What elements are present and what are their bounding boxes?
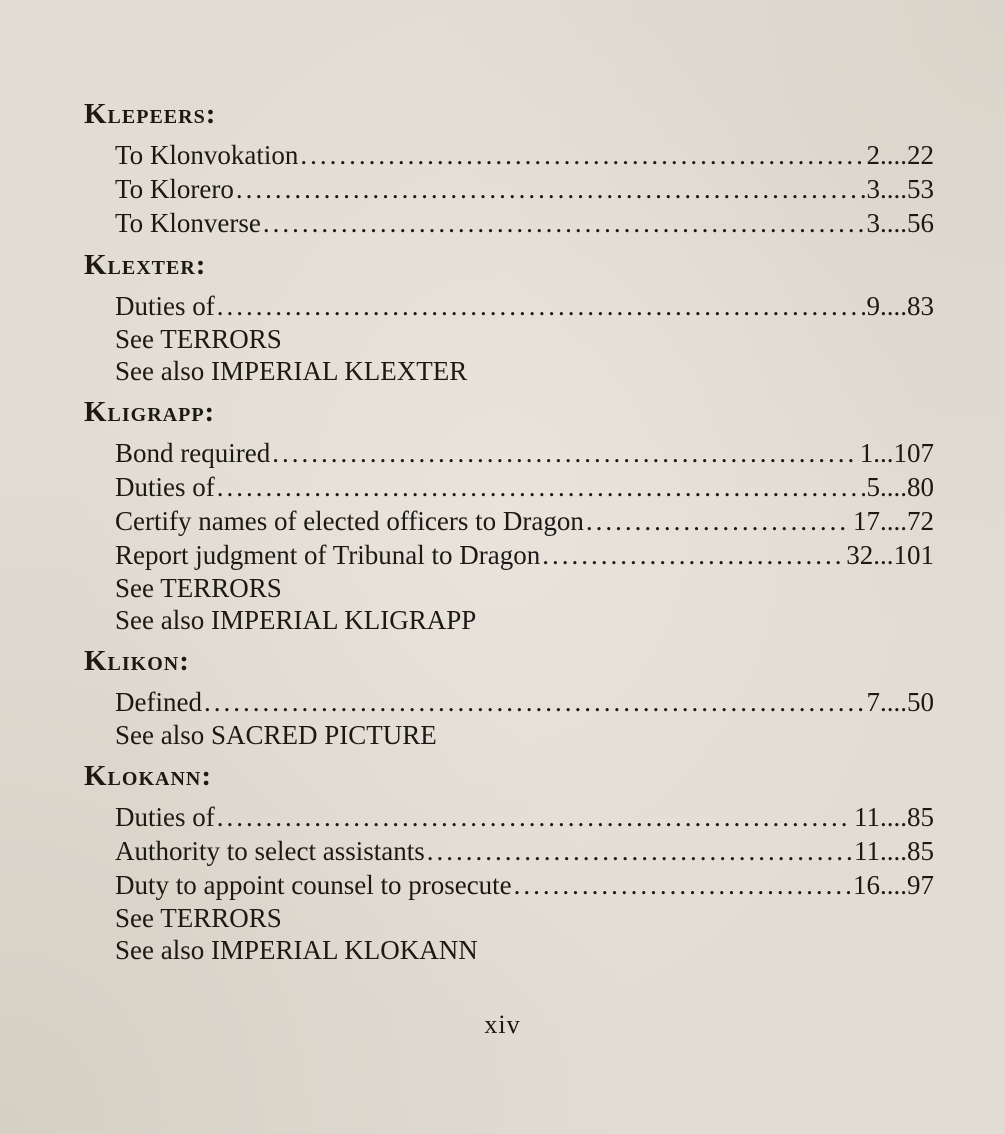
entry-reference: 1...107 xyxy=(859,438,934,468)
index-entry xyxy=(115,538,934,572)
see-reference: See TERRORS xyxy=(115,573,282,603)
dot-leader xyxy=(586,504,851,538)
entry-reference: 11....85 xyxy=(854,802,934,832)
index-entry xyxy=(115,289,934,323)
dot-leader xyxy=(217,470,865,504)
dot-leader xyxy=(272,436,858,470)
entry-label: Duties of xyxy=(115,472,215,502)
index-section-klexter xyxy=(84,247,934,387)
index-section-klepeers xyxy=(84,96,934,240)
index-entry xyxy=(115,470,934,504)
see-reference: See TERRORS xyxy=(115,903,282,933)
index-entry xyxy=(115,436,934,470)
section-heading: Klepeers: xyxy=(84,98,217,130)
index-section-klikon xyxy=(84,643,934,751)
entry-reference: 7....50 xyxy=(866,687,934,717)
index-section-klokann xyxy=(84,758,934,966)
index-entry xyxy=(115,868,934,902)
dot-leader xyxy=(427,834,852,868)
section-heading: Klokann: xyxy=(84,760,212,792)
index-entry xyxy=(115,800,934,834)
section-heading: Klexter: xyxy=(84,249,207,281)
entry-label: Bond required xyxy=(115,438,271,468)
entry-label: Duties of xyxy=(115,291,215,321)
index-entry xyxy=(115,206,934,240)
index-entry xyxy=(115,504,934,538)
page-number: xiv xyxy=(484,1010,521,1039)
entry-list xyxy=(115,138,934,240)
index-entry xyxy=(115,172,934,206)
dot-leader xyxy=(263,206,865,240)
entry-label: To Klonverse xyxy=(115,208,261,238)
entry-reference: 5....80 xyxy=(866,472,934,502)
entry-reference: 17....72 xyxy=(853,506,934,536)
entry-reference: 11....85 xyxy=(854,836,934,866)
section-heading: Kligrapp: xyxy=(84,396,216,428)
entry-label: Defined xyxy=(115,687,202,717)
entry-reference: 16....97 xyxy=(853,870,934,900)
entry-list xyxy=(115,436,934,636)
entry-list xyxy=(115,685,934,751)
index-entry xyxy=(115,138,934,172)
see-reference: See TERRORS xyxy=(115,324,282,354)
dot-leader xyxy=(204,685,865,719)
entry-label: Authority to select assistants xyxy=(115,836,425,866)
dot-leader xyxy=(542,538,844,572)
entry-label: Duties of xyxy=(115,802,215,832)
entry-reference: 3....56 xyxy=(866,208,934,238)
dot-leader xyxy=(217,289,865,323)
see-also-reference: See also IMPERIAL KLOKANN xyxy=(115,935,478,965)
entry-list xyxy=(115,289,934,387)
dot-leader xyxy=(217,800,852,834)
dot-leader xyxy=(236,172,865,206)
see-also-reference: See also IMPERIAL KLIGRAPP xyxy=(115,605,477,635)
dot-leader xyxy=(514,868,851,902)
section-heading: Klikon: xyxy=(84,645,190,677)
entry-reference: 2....22 xyxy=(866,140,934,170)
index-section-kligrapp xyxy=(84,394,934,636)
entry-list xyxy=(115,800,934,966)
entry-reference: 9....83 xyxy=(866,291,934,321)
index-entry xyxy=(115,834,934,868)
entry-reference: 32...101 xyxy=(846,540,934,570)
index-list xyxy=(84,96,934,973)
entry-label: Certify names of elected officers to Dragon xyxy=(115,506,584,536)
entry-label: To Klorero xyxy=(115,174,234,204)
see-also-reference: See also SACRED PICTURE xyxy=(115,720,437,750)
entry-label: To Klonvokation xyxy=(115,140,299,170)
entry-reference: 3....53 xyxy=(866,174,934,204)
see-also-reference: See also IMPERIAL KLEXTER xyxy=(115,356,468,386)
entry-label: Duty to appoint counsel to prosecute xyxy=(115,870,512,900)
dot-leader xyxy=(300,138,864,172)
index-entry xyxy=(115,685,934,719)
entry-label: Report judgment of Tribunal to Dragon xyxy=(115,540,541,570)
